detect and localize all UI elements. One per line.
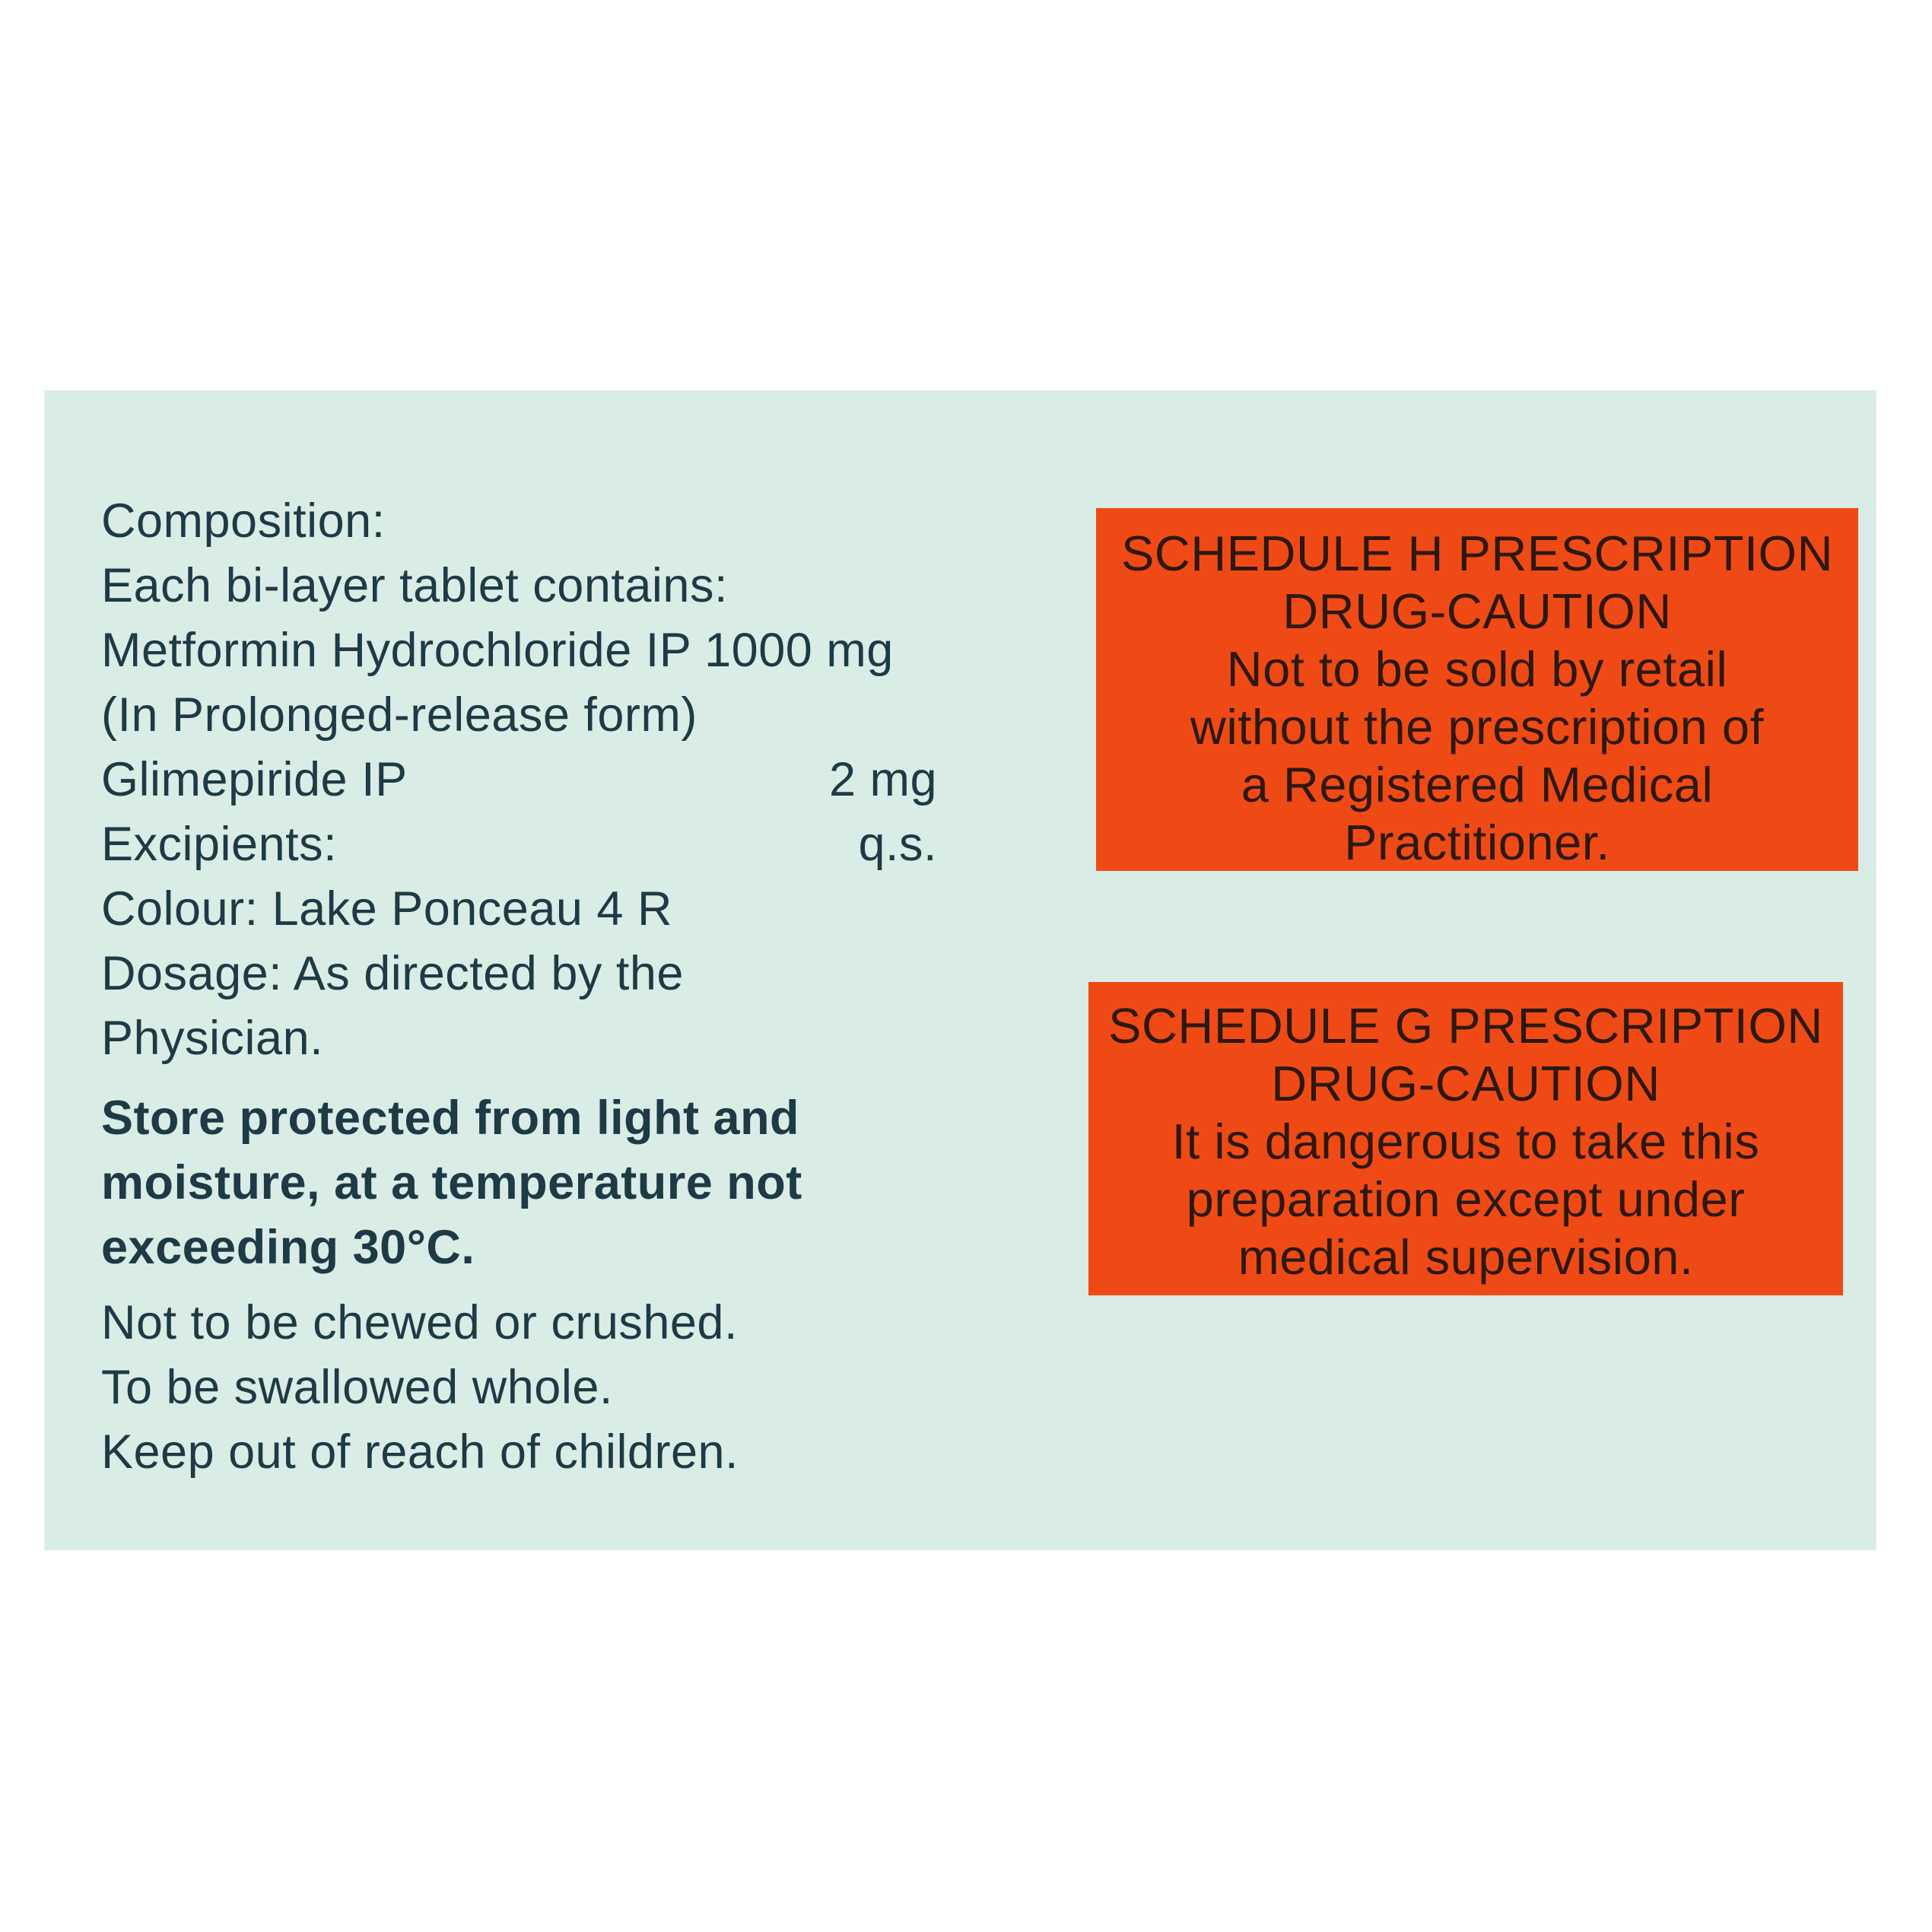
storage-line-1: Store protected from light and (101, 1092, 800, 1145)
schedule-g-title-line-1: SCHEDULE G PRESCRIPTION (1108, 998, 1823, 1053)
schedule-h-body-line-2: without the prescription of (1190, 699, 1765, 755)
usage-instructions (101, 1291, 937, 1485)
usage-line-3: Keep out of reach of children. (101, 1425, 739, 1479)
schedule-g-body-line-1: It is dangerous to take this (1171, 1114, 1760, 1169)
schedule-h-body-line-1: Not to be sold by retail (1226, 641, 1728, 697)
composition-heading: Composition: (101, 494, 386, 548)
schedule-g-body-line-3: medical supervision. (1238, 1229, 1694, 1285)
usage-line-1: Not to be chewed or crushed. (101, 1296, 738, 1349)
glimepiride-label: Glimepiride IP (101, 753, 408, 806)
storage-line-3: exceeding 30°C. (101, 1221, 475, 1274)
colour-line: Colour: Lake Ponceau 4 R (101, 882, 672, 936)
dosage-line-2: Physician. (101, 1012, 324, 1065)
schedule-h-body-line-3: a Registered Medical (1241, 757, 1714, 812)
schedule-g-warning-box (1088, 982, 1843, 1295)
metformin-line: Metformin Hydrochloride IP 1000 mg (101, 624, 894, 677)
schedule-h-warning-box (1096, 508, 1858, 871)
excipients-value: q.s. (858, 818, 937, 871)
glimepiride-value: 2 mg (828, 753, 937, 806)
contains-line: Each bi-layer tablet contains: (101, 559, 728, 612)
schedule-h-body-line-4: Practitioner. (1344, 815, 1610, 870)
schedule-g-body-line-2: preparation except under (1186, 1171, 1746, 1227)
usage-line-2: To be swallowed whole. (101, 1361, 613, 1414)
dosage-line-1: Dosage: As directed by the (101, 947, 684, 1000)
excipients-row (101, 812, 937, 877)
excipients-label: Excipients: (101, 818, 338, 871)
storage-instructions (101, 1086, 937, 1280)
schedule-h-title-line-1: SCHEDULE H PRESCRIPTION (1120, 526, 1834, 581)
schedule-g-title-line-2: DRUG-CAUTION (1271, 1056, 1660, 1111)
storage-line-2: moisture, at a temperature not (101, 1156, 802, 1209)
composition-section (101, 489, 937, 1485)
schedule-h-title-line-2: DRUG-CAUTION (1282, 583, 1672, 639)
prolonged-release-line: (In Prolonged-release form) (101, 688, 697, 742)
glimepiride-row (101, 748, 937, 812)
